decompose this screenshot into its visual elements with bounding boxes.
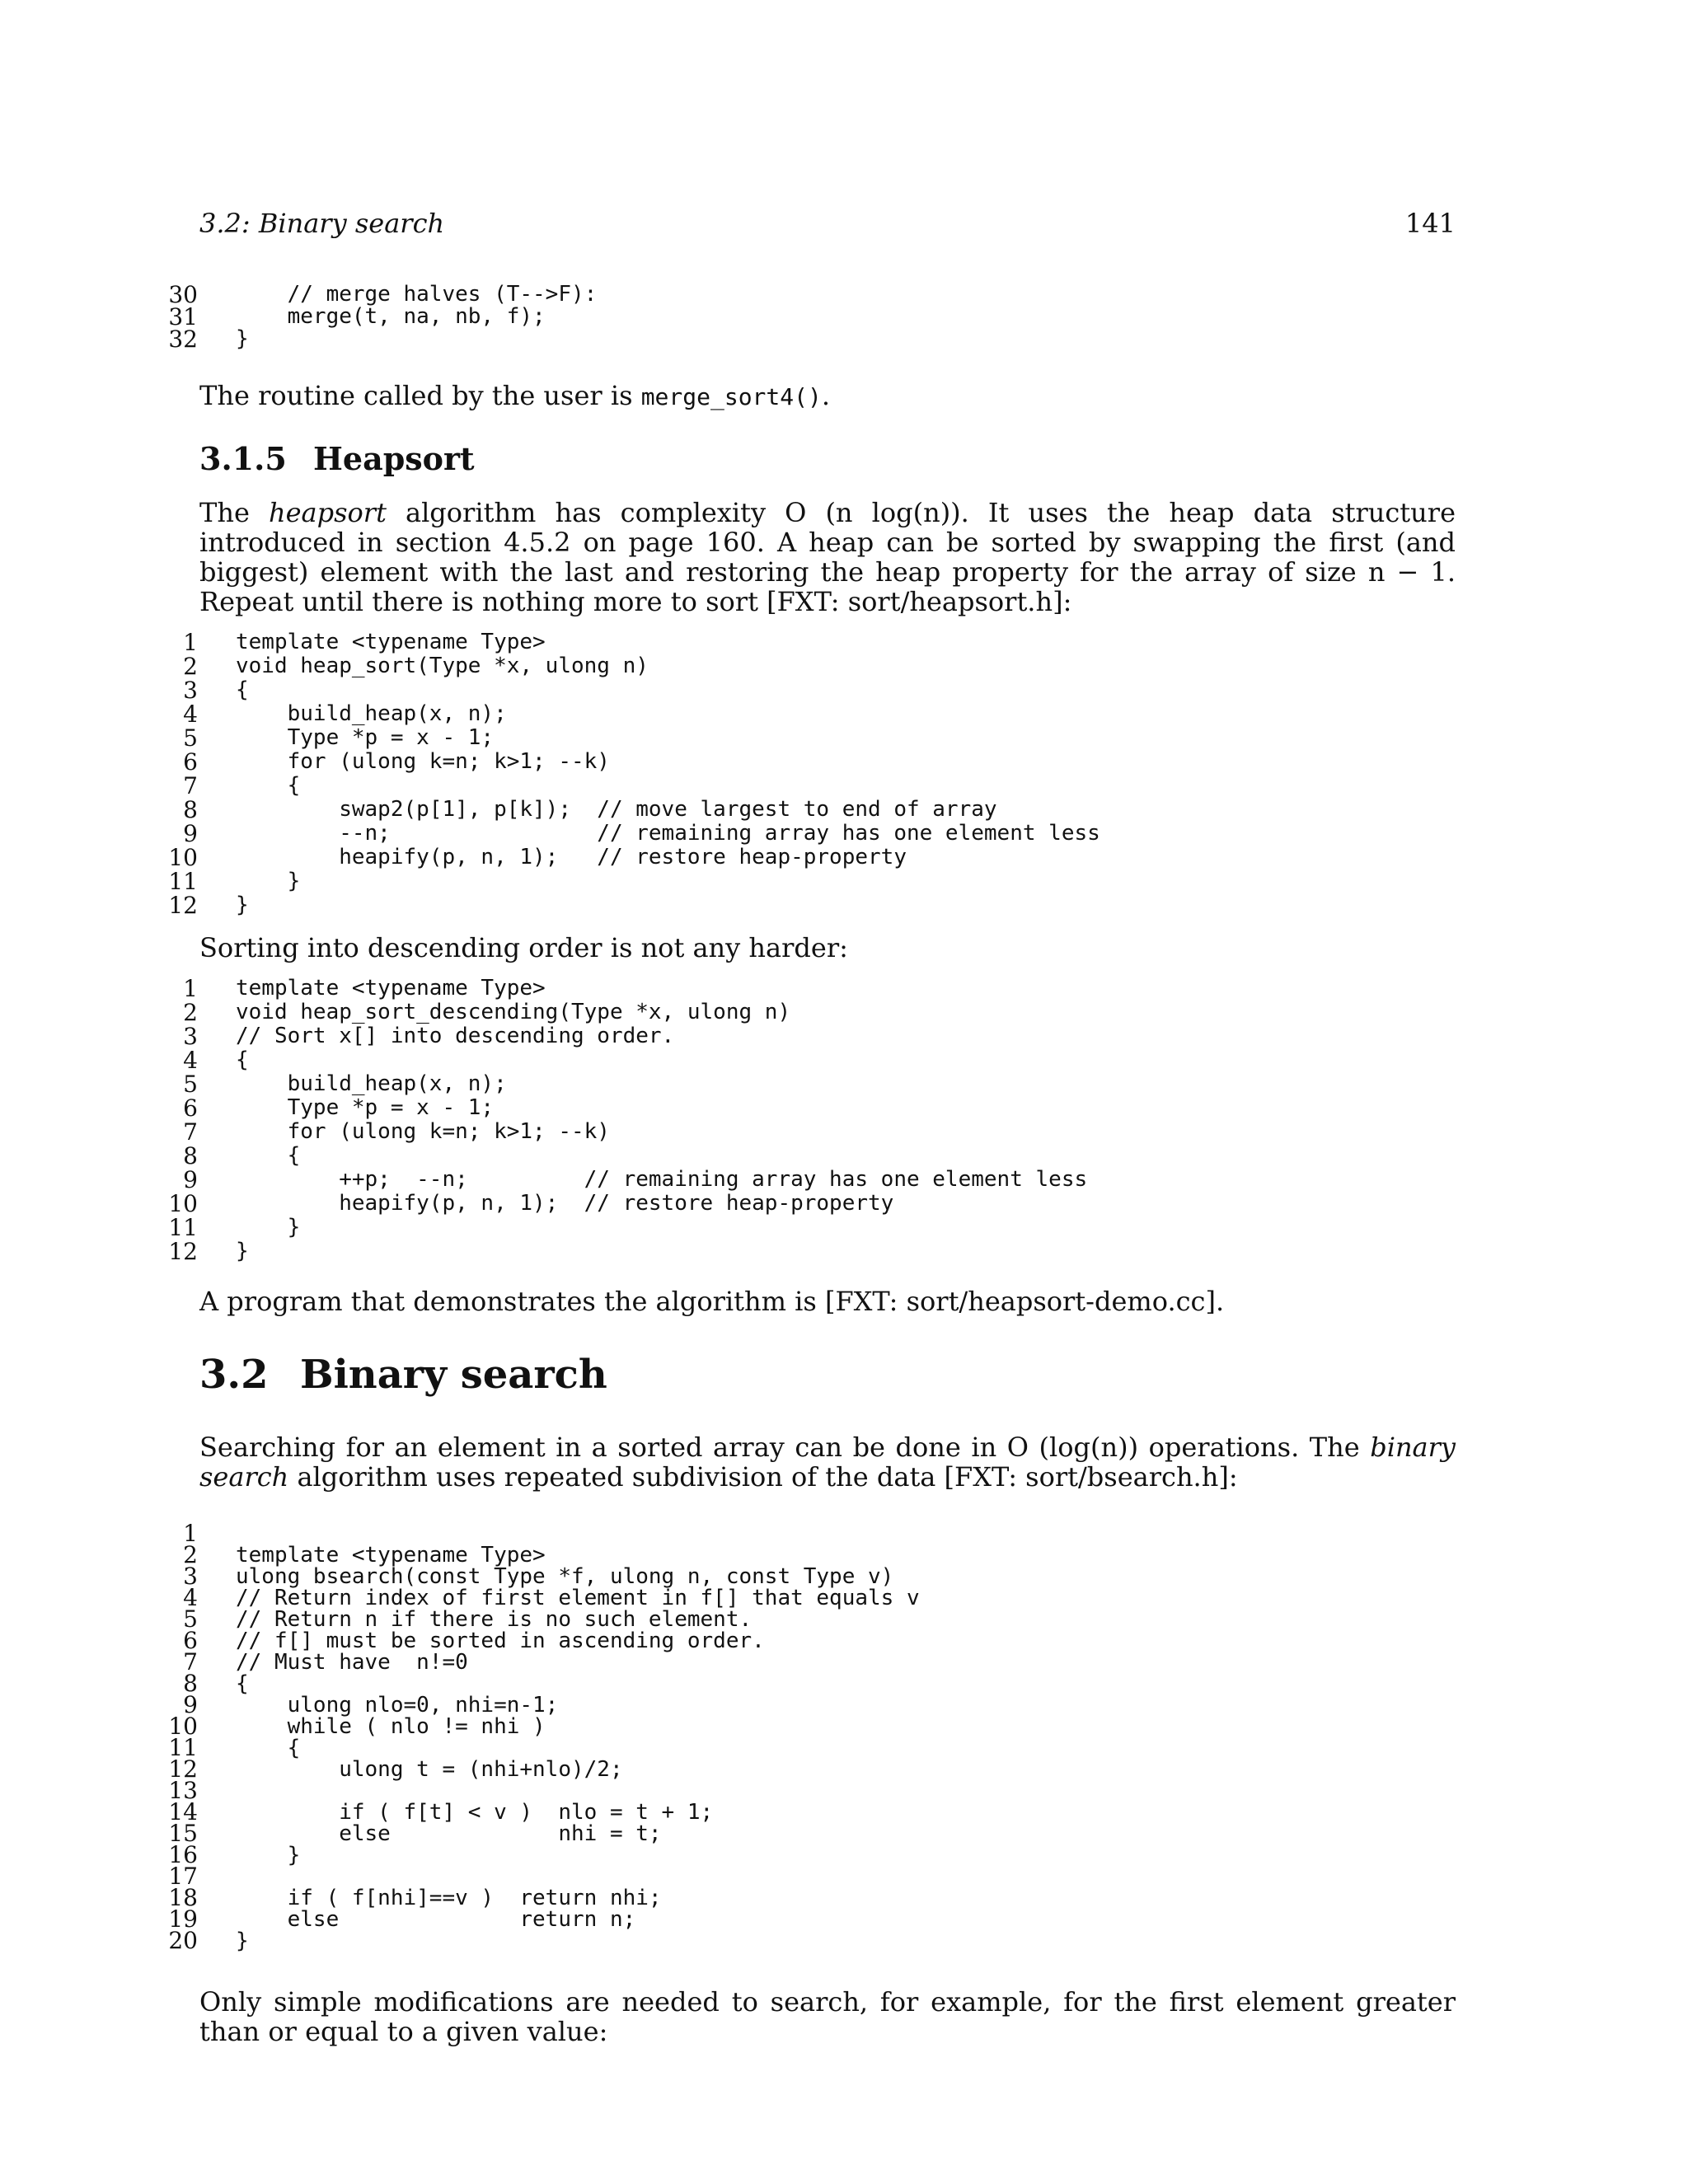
code-text: for (ulong k=n; k>1; --k) [236,749,610,774]
code-text: template <typename Type> [236,1543,546,1568]
line-number: 4 [183,1047,198,1074]
line-number: 5 [183,1071,198,1098]
paragraph-text: algorithm uses repeated subdivision of the data [FXT: sort/bsearch.h]: [288,1461,1238,1493]
line-number: 8 [183,1142,198,1169]
line-number: 2 [183,653,198,680]
page-number: 141 [1404,208,1456,239]
paragraph-text: . [821,380,831,411]
code-line [157,654,1475,678]
line-number: 9 [183,820,198,847]
emphasis-term: binary search [199,1432,1456,1493]
line-number: 10 [168,844,198,871]
line-number: 11 [168,1734,198,1761]
line-number: 9 [183,1166,198,1193]
code-line [157,326,1475,353]
paragraph-text: Searching for an element in a sorted array can be done in O (log(n)) operations. The [199,1432,1371,1463]
code-line [157,822,1475,846]
code-line [157,1905,1475,1933]
line-number: 12 [168,1755,198,1783]
paragraph-heapsort [199,498,1456,616]
code-listing-bsearch [157,1520,1475,1954]
code-text: void heap_sort(Type *x, ulong n) [236,654,649,678]
code-text: build_heap(x, n); [236,701,507,726]
code-line [157,1584,1475,1611]
code-line [157,678,1475,702]
code-line [157,702,1475,726]
code-text: swap2(p[1], p[k]); // move largest to end of array [236,797,997,822]
line-number: 4 [183,1584,198,1611]
subsection-number: 3.1.5 [199,440,287,477]
line-number: 8 [183,796,198,823]
code-text: { [236,1736,301,1760]
code-line [157,1001,1475,1024]
code-line [157,1096,1475,1120]
line-number: 2 [183,999,198,1026]
line-number: 10 [168,1713,198,1740]
paragraph-descending: Sorting into descending order is not any harder: [199,932,848,963]
code-text: // merge halves (T-->F): [236,282,598,307]
code-text: ulong t = (nhi+nlo)/2; [236,1757,623,1782]
code-text: { [236,1047,249,1072]
code-line [157,1884,1475,1911]
line-number: 3 [183,1563,198,1590]
code-text: Type *p = x - 1; [236,725,495,750]
line-number: 6 [183,748,198,776]
line-number: 16 [168,1841,198,1868]
code-line [157,1798,1475,1825]
subsection-title: Heapsort [313,440,475,477]
code-line [157,1541,1475,1568]
code-text: // Must have n!=0 [236,1650,468,1675]
line-number: 12 [168,1238,198,1265]
code-text: ++p; --n; // remaining array has one element less [236,1167,1088,1192]
line-number: 4 [183,701,198,728]
code-text: while ( nlo != nhi ) [236,1714,546,1739]
code-text: } [236,893,249,917]
line-number: 10 [168,1190,198,1217]
line-number: 5 [183,1605,198,1633]
code-text: // Return index of first element in f[] that equals v [236,1586,920,1610]
code-line [157,1670,1475,1697]
code-line [157,893,1475,917]
code-line [157,1120,1475,1144]
code-line [157,1820,1475,1847]
code-line [157,1240,1475,1263]
code-text: } [236,869,301,893]
code-text: for (ulong k=n; k>1; --k) [236,1119,610,1144]
line-number: 9 [183,1691,198,1718]
code-text: } [236,1843,301,1868]
code-line [157,1168,1475,1192]
emphasis-term: heapsort [268,497,387,528]
code-line [157,1627,1475,1654]
line-number: 1 [183,629,198,656]
code-text: template <typename Type> [236,630,546,654]
line-number: 11 [168,868,198,895]
paragraph-text: algorithm has complexity O (n log(n)). It uses the heap data structure introduced in section 4.5.2 on page 160. A heap can be sorted by swapping the first (and biggest) element with the last and restoring the heap property for the array of size n − 1. Repeat until there is nothing more to sort [FXT: sort/heapsort.h]: [199,497,1456,617]
code-line [157,1605,1475,1633]
line-number: 13 [168,1777,198,1804]
code-text: merge(t, na, nb, f); [236,304,546,329]
code-line [157,1734,1475,1761]
line-number: 5 [183,724,198,752]
paragraph-binary-search [199,1432,1456,1492]
line-number: 3 [183,677,198,704]
running-header [199,206,1456,241]
paragraph-text: The routine called by the user is [199,380,641,411]
line-number: 7 [183,1118,198,1146]
line-number: 1 [183,1520,198,1547]
code-line [157,1863,1475,1890]
code-line [157,1755,1475,1783]
line-number: 14 [168,1798,198,1825]
line-number: 6 [183,1627,198,1654]
line-number: 11 [168,1214,198,1241]
code-line [157,1520,1475,1547]
code-text: } [236,1215,301,1240]
code-text: // Sort x[] into descending order. [236,1024,675,1048]
code-text: // f[] must be sorted in ascending order. [236,1629,765,1653]
header-title: 3.2: Binary search [199,208,445,239]
paragraph-text: The [199,497,269,528]
code-text: heapify(p, n, 1); // restore heap-property [236,845,907,869]
paragraph-routine [199,381,1456,412]
code-text: { [236,677,249,702]
code-line [157,1691,1475,1718]
line-number: 12 [168,892,198,919]
code-line [157,869,1475,893]
code-listing-heap-sort [157,630,1475,917]
paragraph-final: Only simple modifications are needed to search, for example, for the first element greater than or equal to a given value: [199,1986,1456,2047]
code-text: ulong bsearch(const Type *f, ulong n, const Type v) [236,1564,894,1589]
code-line [157,798,1475,822]
code-line [157,1648,1475,1675]
code-line [157,1713,1475,1740]
code-text: Type *p = x - 1; [236,1095,495,1120]
code-text: { [236,773,301,798]
line-number: 3 [183,1023,198,1050]
code-line [157,1072,1475,1096]
code-text: if ( f[t] < v ) nlo = t + 1; [236,1800,714,1825]
section-title: Binary search [300,1352,607,1398]
code-line [157,1192,1475,1216]
line-number: 2 [183,1541,198,1568]
code-text: template <typename Type> [236,976,546,1001]
code-listing-merge-tail [157,281,1475,353]
code-text: if ( f[nhi]==v ) return nhi; [236,1886,662,1910]
line-number: 18 [168,1884,198,1911]
code-line [157,1841,1475,1868]
line-number: 7 [183,772,198,799]
code-line [157,774,1475,798]
code-text: } [236,1929,249,1953]
code-line [157,1048,1475,1072]
section-heading [199,1352,607,1398]
code-text: // Return n if there is no such element. [236,1607,753,1632]
code-line [157,750,1475,774]
paragraph-demo: A program that demonstrates the algorithm is [FXT: sort/heapsort-demo.cc]. [199,1286,1225,1317]
code-text: --n; // remaining array has one element less [236,821,1100,846]
line-number: 32 [168,326,198,353]
code-line [157,630,1475,654]
code-text: ulong nlo=0, nhi=n-1; [236,1693,559,1718]
line-number: 7 [183,1648,198,1675]
code-line [157,726,1475,750]
line-number: 17 [168,1863,198,1890]
code-line [157,281,1475,308]
code-line [157,1927,1475,1954]
code-text: { [236,1671,249,1696]
code-text: { [236,1143,301,1168]
code-text: } [236,1239,249,1263]
code-line [157,977,1475,1001]
line-number: 31 [168,303,198,330]
code-text: void heap_sort_descending(Type *x, ulong n) [236,1000,791,1024]
inline-code: merge_sort4() [640,383,822,410]
code-line [157,846,1475,869]
code-text: build_heap(x, n); [236,1071,507,1096]
code-text: } [236,326,249,351]
code-text: heapify(p, n, 1); // restore heap-property [236,1191,894,1216]
subsection-heading [199,440,475,478]
line-number: 6 [183,1094,198,1122]
code-line [157,1024,1475,1048]
section-number: 3.2 [199,1352,269,1398]
code-line [157,1216,1475,1240]
line-number: 1 [183,975,198,1002]
line-number: 30 [168,281,198,308]
code-listing-heap-sort-descending [157,977,1475,1263]
code-text: else return n; [236,1907,636,1932]
code-line [157,1777,1475,1804]
line-number: 15 [168,1820,198,1847]
line-number: 8 [183,1670,198,1697]
code-line [157,1563,1475,1590]
code-line [157,1144,1475,1168]
line-number: 20 [168,1927,198,1954]
line-number: 19 [168,1905,198,1933]
code-line [157,303,1475,330]
code-text: else nhi = t; [236,1821,662,1846]
